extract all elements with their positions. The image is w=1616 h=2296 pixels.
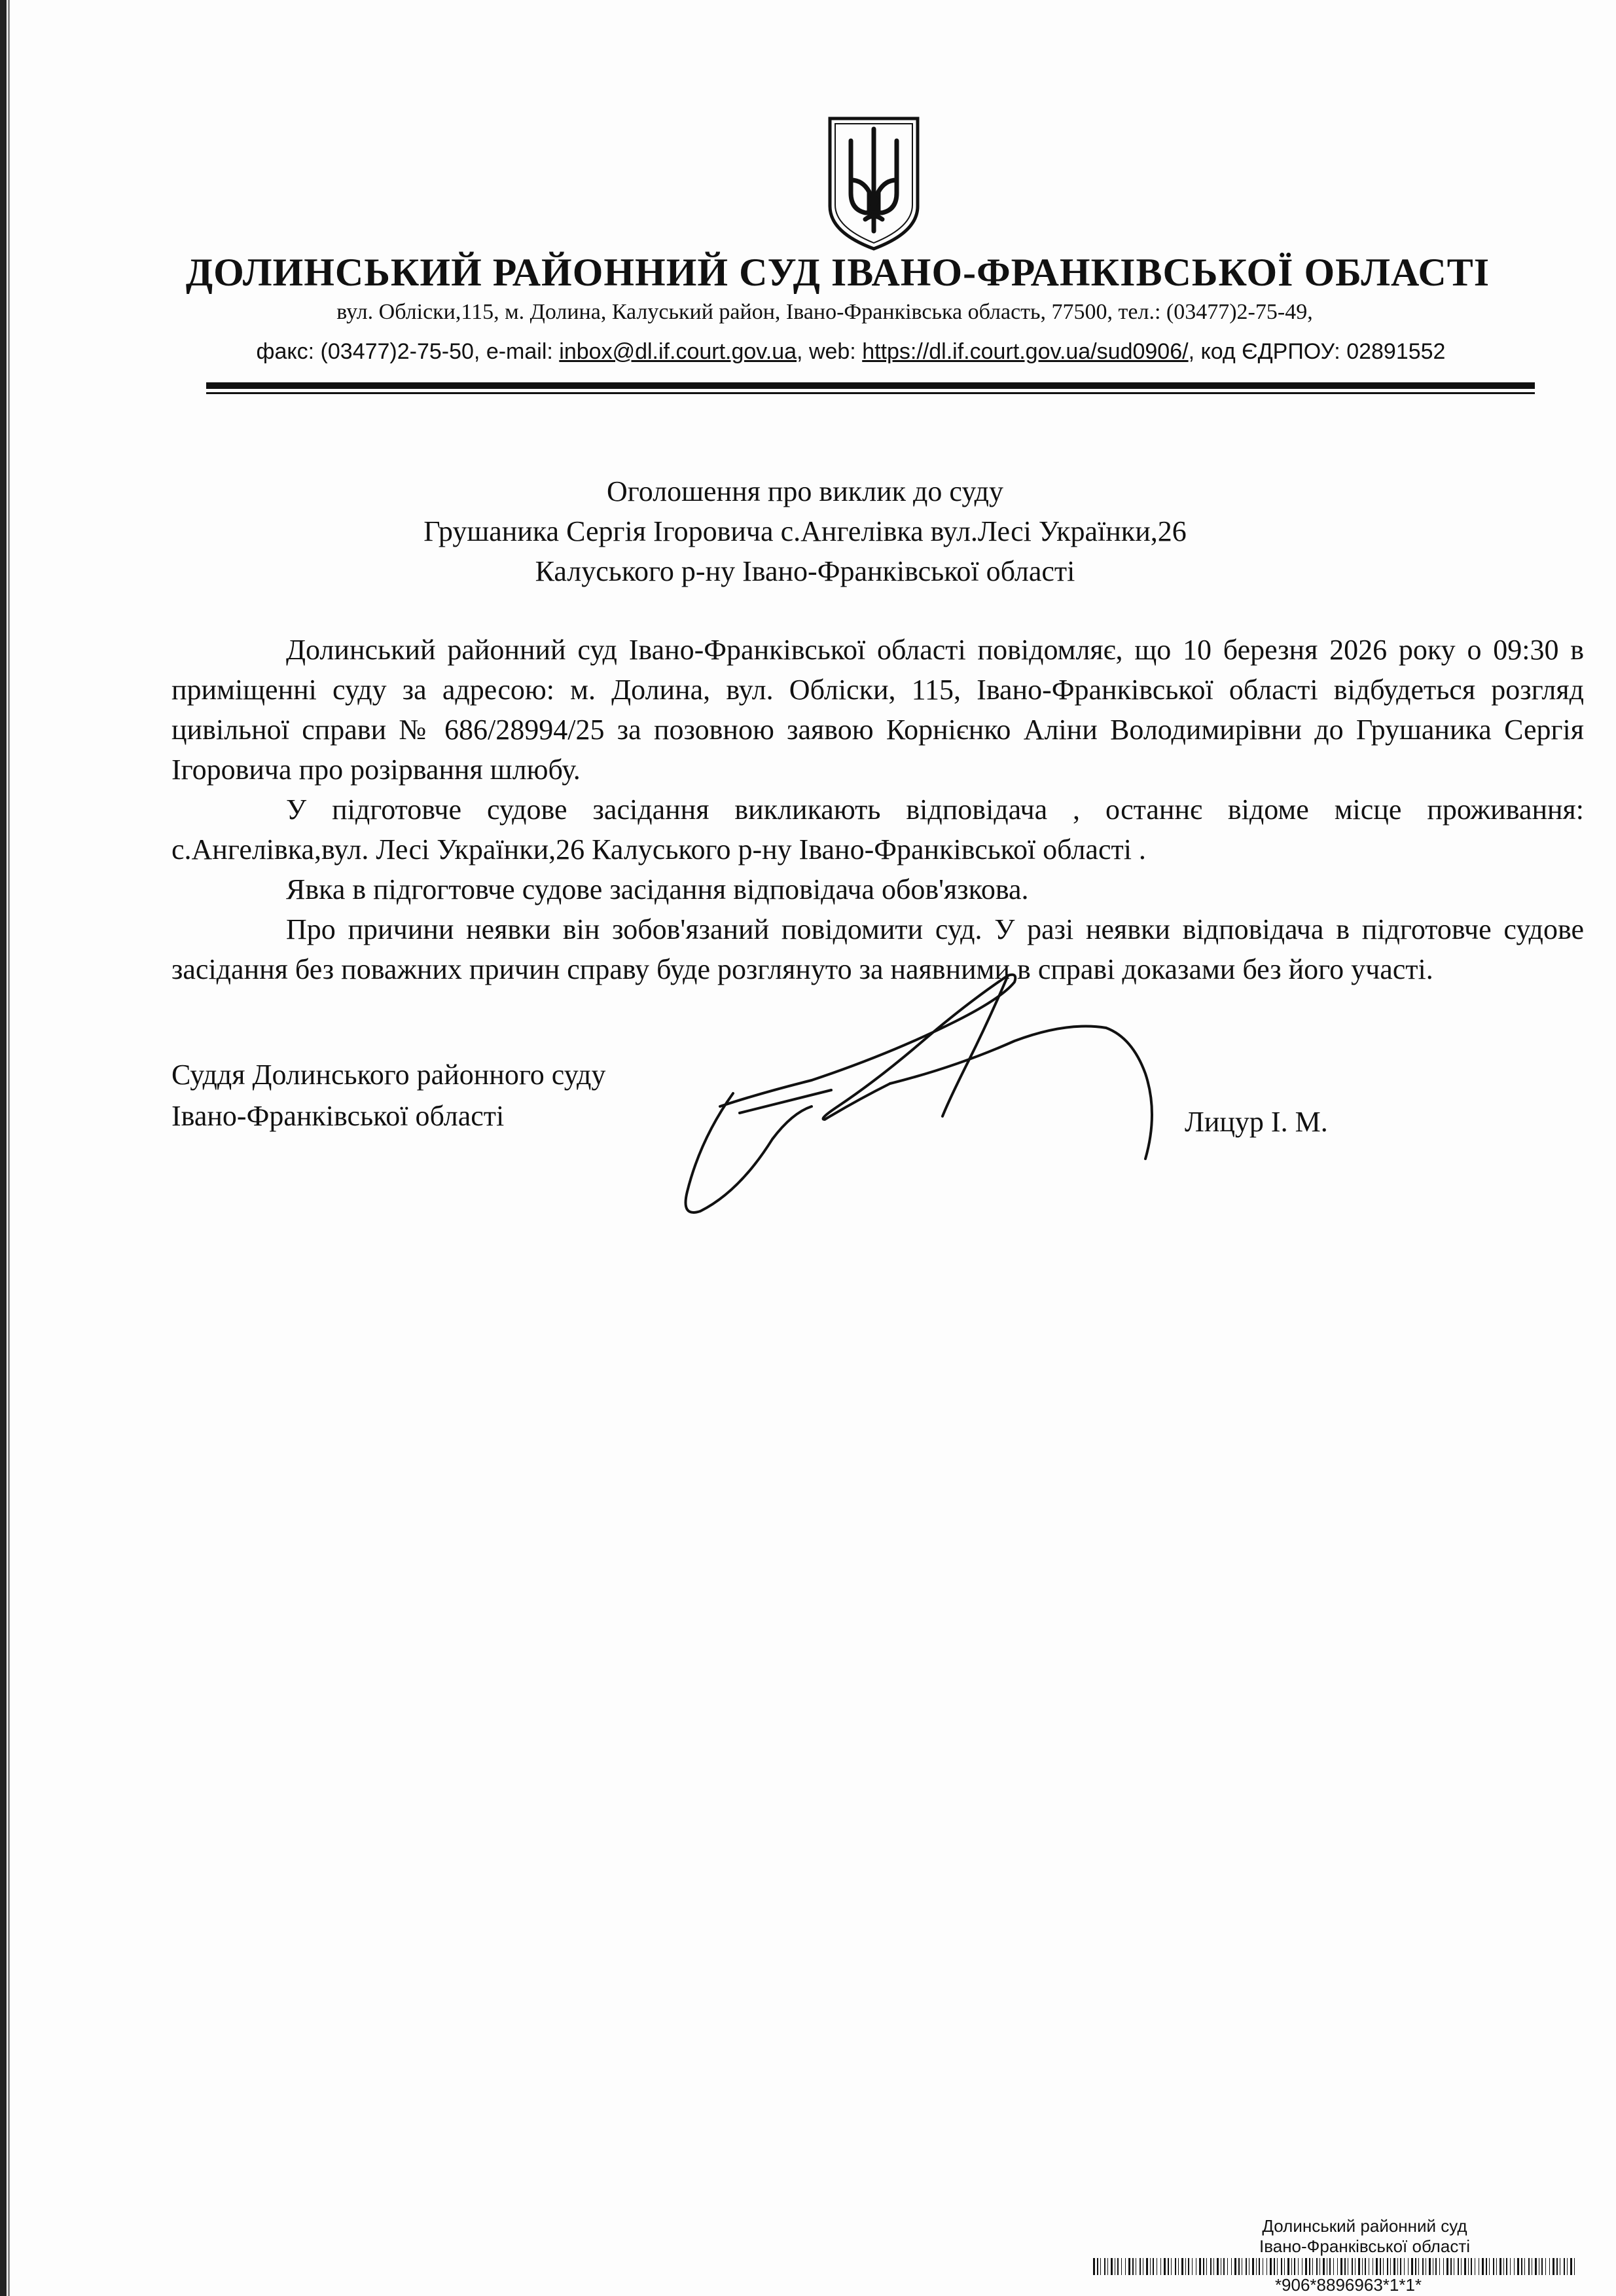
barcode-bar	[1535, 2258, 1537, 2275]
barcode-bar	[1185, 2258, 1186, 2275]
barcode-bar	[1206, 2258, 1207, 2275]
barcode-bar	[1564, 2258, 1565, 2275]
barcode-bar	[1171, 2258, 1172, 2275]
barcode-bar	[1168, 2258, 1169, 2275]
barcode-bar	[1415, 2258, 1416, 2275]
barcode-bar	[1188, 2258, 1189, 2275]
barcode-bar	[1524, 2258, 1525, 2275]
barcode-bar	[1231, 2258, 1232, 2275]
barcode-bar	[1340, 2258, 1342, 2275]
stamp-line-2: Івано-Франківської області	[1259, 2236, 1471, 2256]
body-paragraph-1: Долинський районний суд Івано-Франківської області повідомляє, що 10 березня 2026 року о 09:30 в приміщенні суду за адресою: м. Долина, вул. Обліски, 115, Івано-Франківської області відбудеться розгляд цивільної справи № 686/28994/25 за позовною заявою Корнієнко Аліни Володимирівни до Грушаника Сергія Ігоровича про розірвання шлюбу.	[171, 634, 1584, 786]
barcode-bar	[1450, 2258, 1452, 2275]
barcode-bar	[1146, 2258, 1148, 2275]
barcode-bar	[1570, 2258, 1572, 2275]
barcode-bar	[1181, 2258, 1183, 2275]
barcode-bar	[1140, 2258, 1141, 2275]
barcode-bar	[1400, 2258, 1401, 2275]
barcode-bar	[1383, 2258, 1384, 2275]
barcode-bar	[1312, 2258, 1313, 2275]
header-divider-thick	[206, 382, 1535, 389]
barcode-bar	[1471, 2258, 1472, 2275]
barcode-bar	[1461, 2258, 1462, 2275]
barcode-bar	[1567, 2258, 1568, 2275]
barcode-bar	[1517, 2258, 1519, 2275]
email-link[interactable]: inbox@dl.if.court.gov.ua	[559, 339, 797, 364]
barcode-icon	[1093, 2258, 1577, 2275]
barcode-bar	[1210, 2258, 1212, 2275]
barcode-bar	[1213, 2258, 1214, 2275]
barcode-bar	[1238, 2258, 1240, 2275]
barcode-bar	[1223, 2258, 1225, 2275]
barcode-bar	[1294, 2258, 1295, 2275]
barcode-bar	[1397, 2258, 1398, 2275]
scan-edge	[0, 0, 7, 2296]
barcode-bar	[1574, 2258, 1575, 2275]
barcode-bar	[1506, 2258, 1507, 2275]
barcode-bar	[1121, 2258, 1122, 2275]
barcode-bar	[1503, 2258, 1504, 2275]
barcode-bar	[1337, 2258, 1338, 2275]
barcode-bar	[1439, 2258, 1440, 2275]
barcode-bar	[1362, 2258, 1363, 2275]
barcode-bar	[1390, 2258, 1391, 2275]
barcode-number: *906*8896963*1*1*	[1274, 2275, 1422, 2295]
barcode-bar	[1404, 2258, 1405, 2275]
barcode-bar	[1277, 2258, 1278, 2275]
header-divider-thin	[206, 392, 1535, 394]
edrpou-code: , код ЄДРПОУ: 02891552	[1188, 339, 1446, 364]
announcement-title	[367, 471, 1244, 591]
barcode-bar	[1291, 2258, 1292, 2275]
barcode-bar	[1443, 2258, 1444, 2275]
barcode-bar	[1493, 2258, 1494, 2275]
barcode-bar	[1514, 2258, 1515, 2275]
barcode-bar	[1365, 2258, 1366, 2275]
barcode-bar	[1418, 2258, 1419, 2275]
barcode-bar	[1252, 2258, 1254, 2275]
barcode-bar	[1100, 2258, 1101, 2275]
trident-coat-of-arms-icon	[825, 115, 923, 252]
title-line-1: Оголошення про виклик до суду	[607, 475, 1003, 507]
stamp-line-1: Долинський районний суд	[1262, 2216, 1467, 2236]
barcode-bar	[1408, 2258, 1409, 2275]
fax-label: факс: (03477)2-75-50, e-mail:	[256, 339, 560, 364]
barcode-bar	[1287, 2258, 1289, 2275]
barcode-bar	[1344, 2258, 1346, 2275]
barcode-bar	[1411, 2258, 1413, 2275]
barcode-bar	[1510, 2258, 1511, 2275]
barcode-bar	[1150, 2258, 1151, 2275]
barcode-bar	[1093, 2258, 1095, 2275]
barcode-bar	[1541, 2258, 1543, 2275]
barcode-bar	[1128, 2258, 1130, 2275]
barcode-bar	[1316, 2258, 1318, 2275]
barcode-bar	[1329, 2258, 1331, 2275]
barcode-bar	[1234, 2258, 1236, 2275]
barcode-bar	[1305, 2258, 1307, 2275]
barcode-bar	[1266, 2258, 1267, 2275]
barcode-bar	[1553, 2258, 1554, 2275]
announcement-body	[171, 630, 1584, 989]
judge-title-line-2: Івано-Франківської області	[171, 1100, 505, 1132]
judge-name: Лицур І. М.	[1185, 1106, 1328, 1138]
barcode-bar	[1274, 2258, 1275, 2275]
barcode-bar	[1549, 2258, 1550, 2275]
web-label: , web:	[797, 339, 863, 364]
barcode-bar	[1528, 2258, 1530, 2275]
barcode-bar	[1178, 2258, 1179, 2275]
barcode-bar	[1358, 2258, 1360, 2275]
judge-title	[171, 1054, 605, 1137]
barcode-bar	[1111, 2258, 1113, 2275]
barcode-bar	[1333, 2258, 1334, 2275]
barcode-bar	[1355, 2258, 1356, 2275]
barcode-bar	[1464, 2258, 1466, 2275]
barcode-bar	[1468, 2258, 1469, 2275]
barcode-bar	[1521, 2258, 1522, 2275]
barcode-bar	[1376, 2258, 1378, 2275]
barcode-bar	[1117, 2258, 1119, 2275]
barcode-bar	[1482, 2258, 1484, 2275]
judge-title-line-1: Суддя Долинського районного суду	[171, 1059, 606, 1091]
barcode-bar	[1164, 2258, 1166, 2275]
barcode-bar	[1132, 2258, 1134, 2275]
body-paragraph-4: Про причини неявки він зобов'язаний повідомити суд. У разі неявки відповідача в підготовче судове засідання без поважних причин справу буде розглянуто за наявними в справі доказами без його участі.	[171, 913, 1584, 985]
barcode-bar	[1160, 2258, 1161, 2275]
barcode-bar	[1203, 2258, 1204, 2275]
barcode-bar	[1489, 2258, 1490, 2275]
barcode-bar	[1284, 2258, 1285, 2275]
barcode-bar	[1227, 2258, 1228, 2275]
court-address-line: вул. Обліски,115, м. Долина, Калуський район, Івано-Франківська область, 77500, тел.: (03477)2-75-49,	[336, 300, 1313, 324]
barcode-bar	[1192, 2258, 1193, 2275]
barcode-bar	[1556, 2258, 1558, 2275]
barcode-bar	[1496, 2258, 1497, 2275]
barcode-bar	[1435, 2258, 1437, 2275]
barcode-bar	[1380, 2258, 1381, 2275]
barcode-bar	[1256, 2258, 1257, 2275]
barcode-bar	[1309, 2258, 1310, 2275]
barcode-bar	[1097, 2258, 1098, 2275]
barcode-bar	[1323, 2258, 1325, 2275]
barcode-bar	[1153, 2258, 1154, 2275]
title-line-3: Калуського р-ну Івано-Франківської області	[535, 555, 1075, 587]
barcode-bar	[1298, 2258, 1299, 2275]
court-name-heading: ДОЛИНСЬКИЙ РАЙОННИЙ СУД ІВАНО-ФРАНКІВСЬКОЇ ОБЛАСТІ	[185, 251, 1490, 294]
court-contact-line	[196, 339, 1505, 365]
barcode-bar	[1458, 2258, 1459, 2275]
barcode-bar	[1259, 2258, 1260, 2275]
barcode-bar	[1246, 2258, 1247, 2275]
barcode-bar	[1393, 2258, 1395, 2275]
barcode-bar	[1429, 2258, 1431, 2275]
barcode-bar	[1104, 2258, 1105, 2275]
barcode-bar	[1422, 2258, 1424, 2275]
barcode-bar	[1387, 2258, 1388, 2275]
title-line-2: Грушаника Сергія Ігоровича с.Ангелівка вул.Лесі Українки,26	[423, 515, 1187, 547]
handwritten-signature	[661, 943, 1172, 1237]
scan-edge-shadow	[8, 0, 10, 2296]
barcode-bar	[1486, 2258, 1487, 2275]
barcode-bar	[1270, 2258, 1272, 2275]
barcode-bar	[1352, 2258, 1353, 2275]
barcode-bar	[1446, 2258, 1448, 2275]
website-link[interactable]: https://dl.if.court.gov.ua/sud0906/	[862, 339, 1189, 364]
body-paragraph-2: У підготовче судове засідання викликають відповідача , останнє відоме місце проживання: с.Ангелівка,вул. Лесі Українки,26 Калуського р-ну Івано-Франківської області .	[171, 793, 1584, 866]
barcode-bar	[1281, 2258, 1282, 2275]
barcode-bar	[1545, 2258, 1546, 2275]
barcode-bar	[1175, 2258, 1176, 2275]
barcode-bar	[1107, 2258, 1108, 2275]
body-paragraph-3: Явка в підгогтовче судове засідання відповідача обов'язкова.	[286, 873, 1029, 905]
registry-stamp	[1093, 2216, 1577, 2295]
barcode-bar	[1199, 2258, 1201, 2275]
barcode-bar	[1499, 2258, 1501, 2275]
barcode-bar	[1217, 2258, 1219, 2275]
barcode-bar	[1125, 2258, 1126, 2275]
